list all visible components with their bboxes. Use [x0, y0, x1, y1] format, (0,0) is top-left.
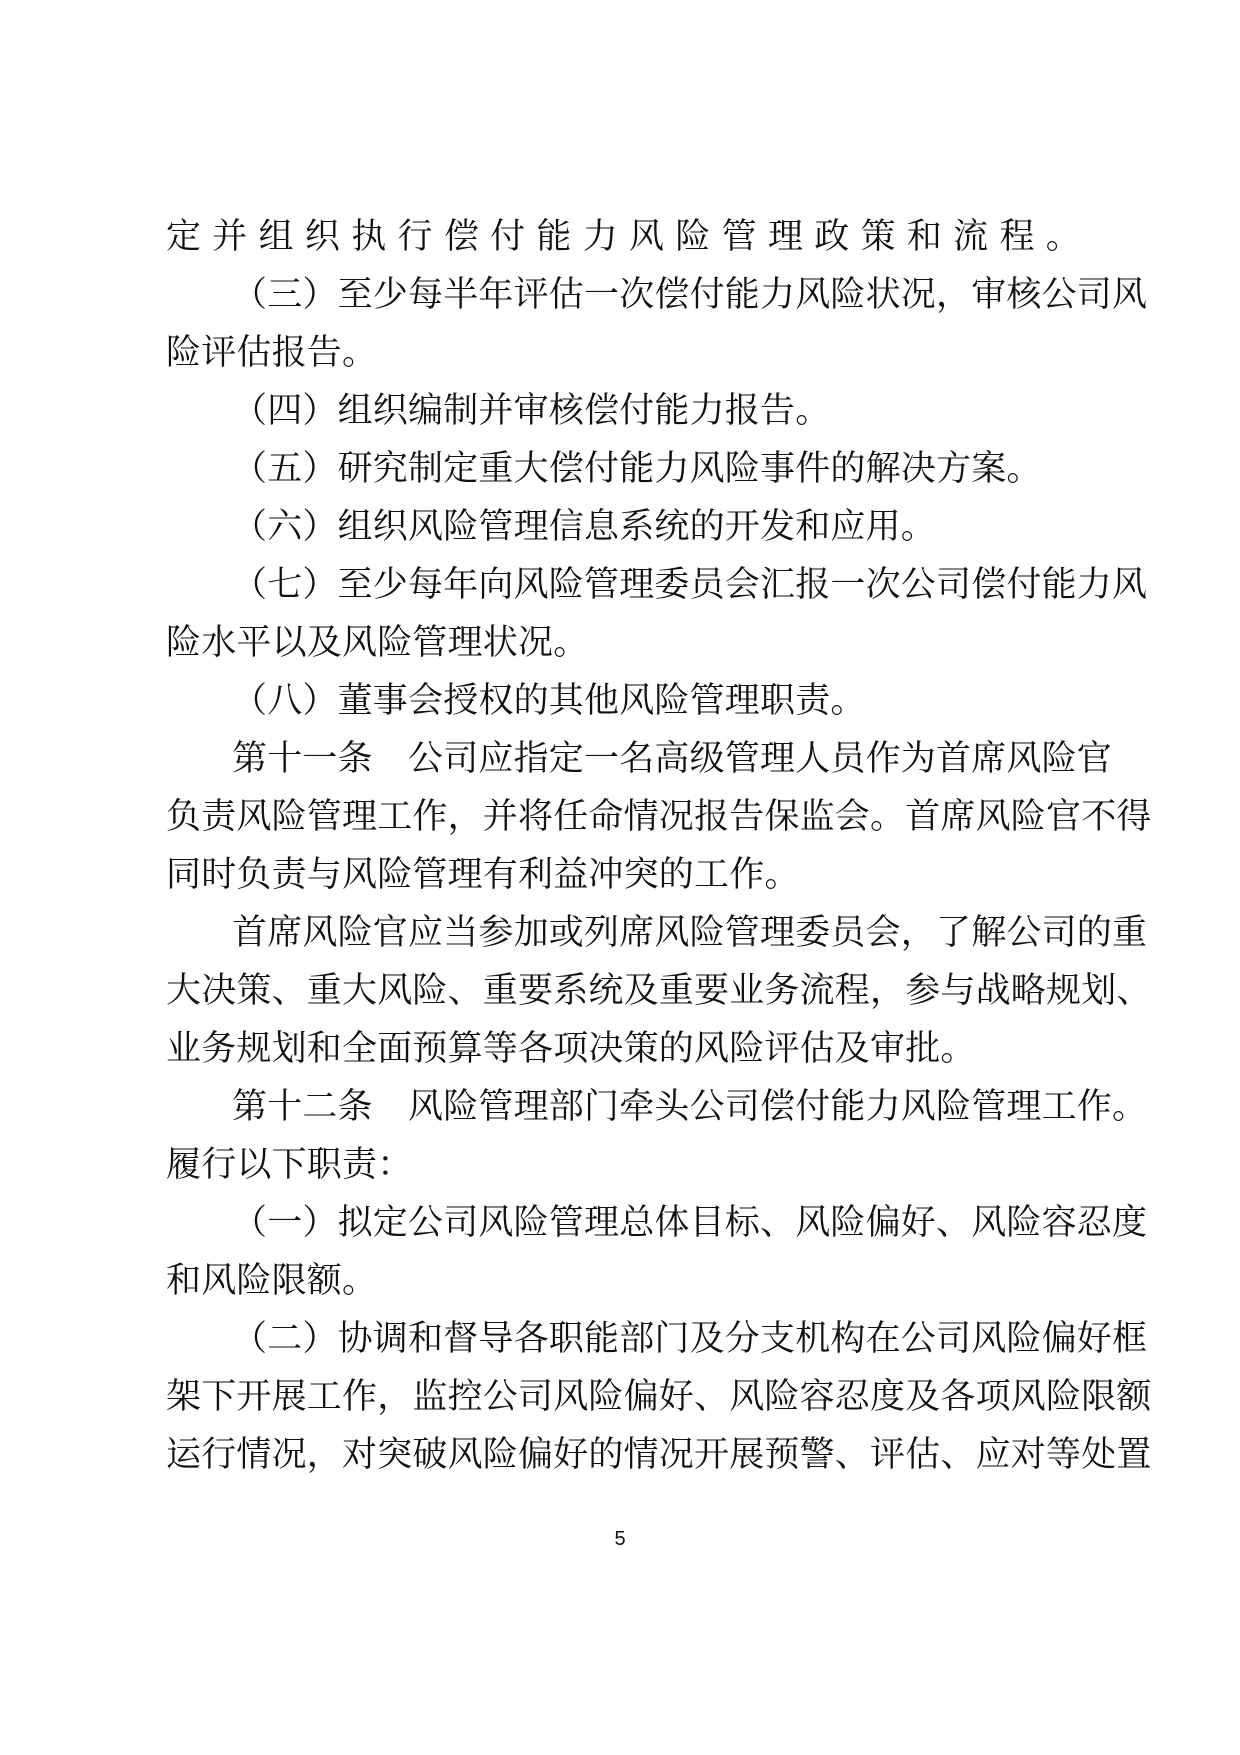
text-line: 和风险限额。: [166, 1261, 378, 1301]
text-line: 大决策、重大风险、重要系统及重要业务流程，参与战略规划、: [166, 971, 1152, 1011]
text-line: 定并组织执行偿付能力风险管理政策和流程。: [166, 217, 1081, 257]
text-line: （二）协调和督导各职能部门及分支机构在公司风险偏好框: [232, 1319, 1148, 1359]
text-line: 业务规划和全面预算等各项决策的风险评估及审批。: [166, 1029, 976, 1069]
text-line: （四）组织编制并审核偿付能力报告。: [232, 391, 831, 431]
text-line: （六）组织风险管理信息系统的开发和应用。: [232, 507, 937, 547]
text-line: 首席风险官应当参加或列席风险管理委员会，了解公司的重: [232, 913, 1148, 953]
text-line: （五）研究制定重大偿付能力风险事件的解决方案。: [232, 449, 1042, 489]
text-line: 险评估报告。: [166, 333, 378, 373]
text-line: （三）至少每半年评估一次偿付能力风险状况，审核公司风: [232, 275, 1148, 315]
text-line: 履行以下职责：: [166, 1145, 413, 1185]
text-line: 第十二条 风险管理部门牵头公司偿付能力风险管理工作。: [232, 1087, 1148, 1127]
text-line: 负责风险管理工作，并将任命情况报告保监会。首席风险官不得: [166, 797, 1152, 837]
page-number: 5: [614, 1528, 626, 1550]
text-line: 险水平以及风险管理状况。: [166, 623, 589, 663]
text-line: 第十一条 公司应指定一名高级管理人员作为首席风险官: [232, 739, 1113, 779]
text-line: （八）董事会授权的其他风险管理职责。: [232, 681, 866, 721]
text-line: （七）至少每年向风险管理委员会汇报一次公司偿付能力风: [232, 565, 1148, 605]
text-line: 同时负责与风险管理有利益冲突的工作。: [166, 855, 800, 895]
text-line: 架下开展工作，监控公司风险偏好、风险容忍度及各项风险限额: [166, 1377, 1152, 1417]
text-line: 运行情况，对突破风险偏好的情况开展预警、评估、应对等处置: [166, 1435, 1152, 1475]
text-line: （一）拟定公司风险管理总体目标、风险偏好、风险容忍度: [232, 1203, 1148, 1243]
